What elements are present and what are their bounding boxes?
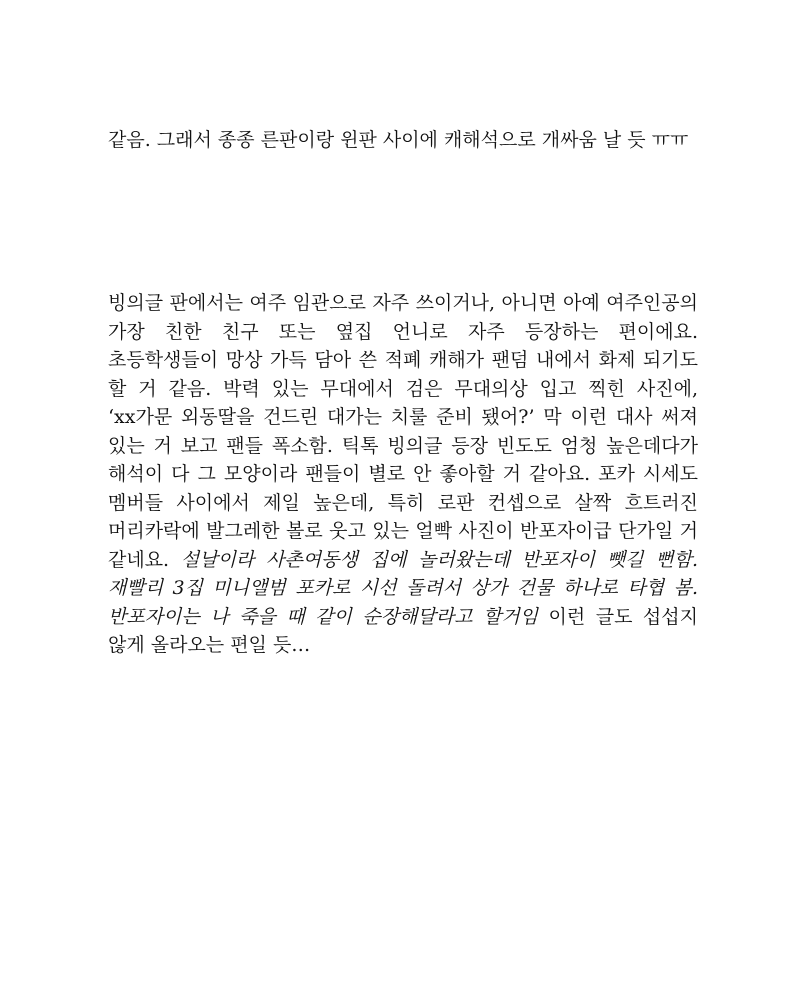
paragraph-2 — [108, 289, 698, 660]
paragraph-2-italic-quote: 설날이라 사촌여동생 집에 놀러왔는데 반포자이 뺏길 뻔함. 재빨리 3집 미니앨범 포카로 시선 돌려서 상가 건물 하나로 타협 봄. 반포자이는 나 죽을 때 같이 순장해달라고 할거임 — [108, 548, 698, 628]
paragraph-2-tail: 이런 글도 섭섭지 않게 올라오는 편일 듯… — [108, 605, 698, 656]
paragraph-2-text: 빙의글 판에서는 여주 임관으로 자주 쓰이거나, 아니면 아예 여주인공의 가장 친한 친구 또는 옆집 언니로 자주 등장하는 편이에요. 초등학생들이 망상 가득 담아 쓴 적폐 캐해가 팬덤 내에서 화제 되기도 할 거 같음. 박력 있는 무대에서 검은 무대의상 입고 찍힌 사진에, ‘xx가문 외동딸을 건드린 대가는 치룰 준비 됐어?’ 막 이런 대사 써져 있는 거 보고 팬들 폭소함. 틱톡 빙의글 등장 빈도도 엄청 높은데다가 해석이 다 그 모양이라 팬들이 별로 안 좋아할 거 같아요. 포카 시세도 멤버들 사이에서 제일 높은데, 특히 로판 컨셉으로 살짝 흐트러진 머리카락에 발그레한 볼로 웃고 있는 얼빡 사진이 반포자이급 단가일 거 같네요. — [108, 292, 698, 571]
paragraph-1: 같음. 그래서 종종 른판이랑 윈판 사이에 캐해석으로 개싸움 날 듯 ㅠㅠ — [108, 129, 689, 151]
